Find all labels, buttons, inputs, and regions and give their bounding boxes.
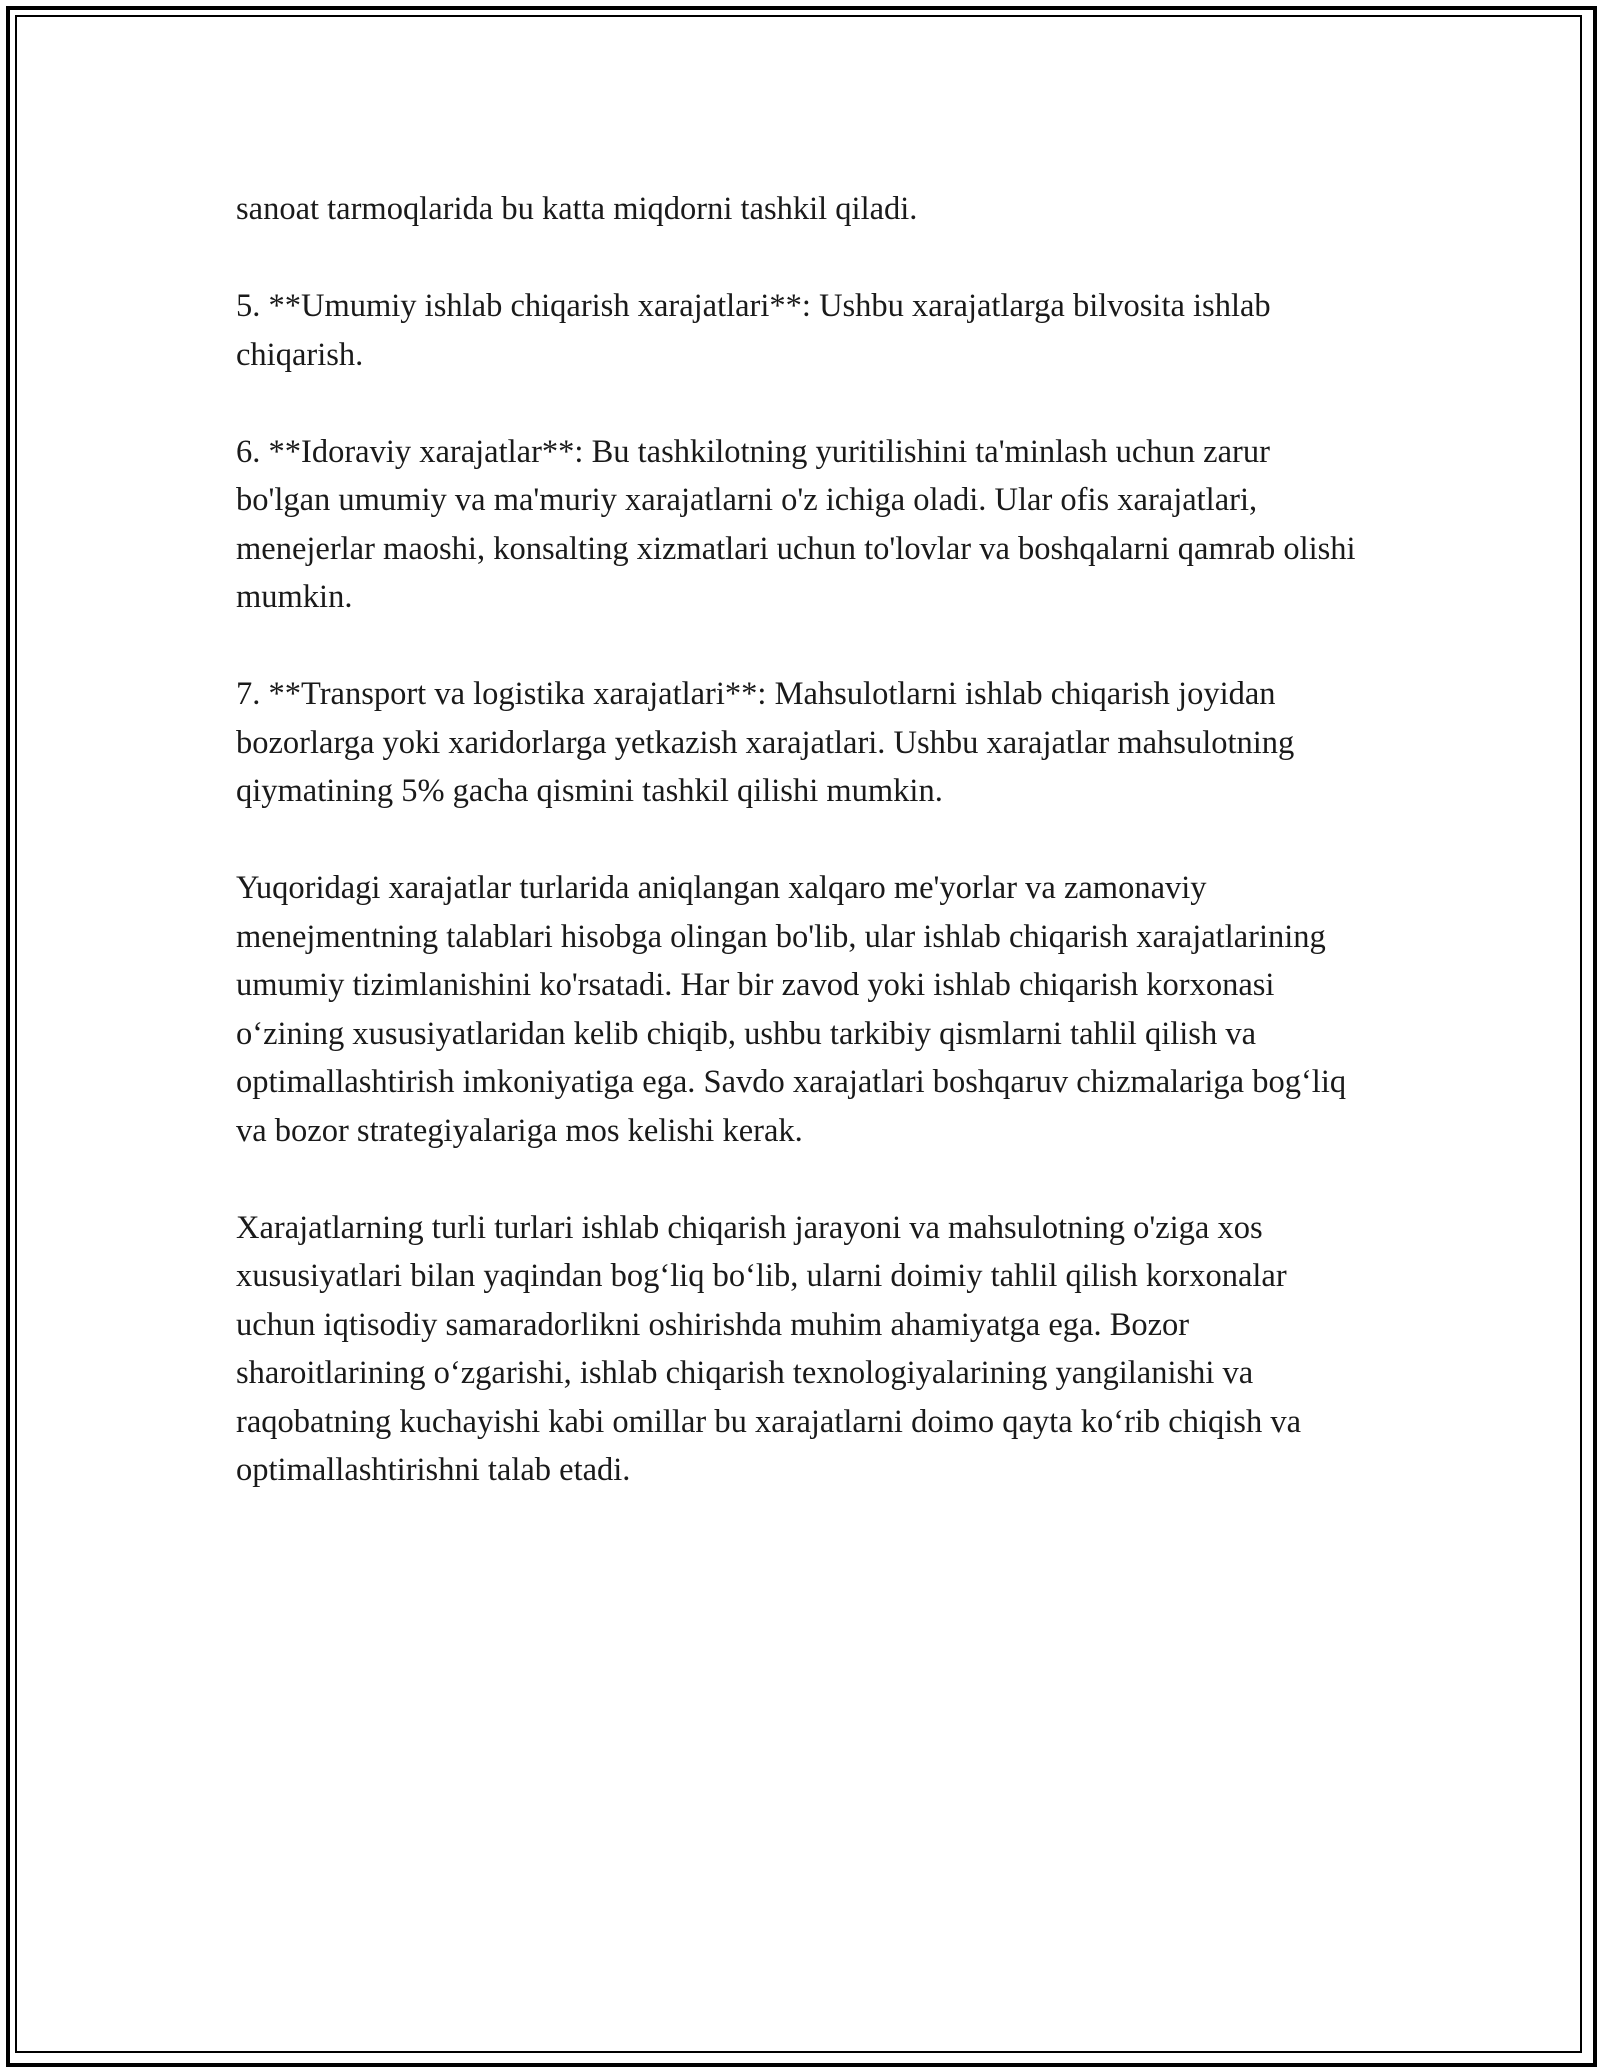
- list-item-5: 5. **Umumiy ishlab chiqarish xarajatlari**: Ushbu xarajatlarga bilvosita ishlab chiqarish.: [236, 288, 1271, 373]
- paragraph-conclusion: Xarajatlarning turli turlari ishlab chiqarish jarayoni va mahsulotning o'ziga xos xususiyatlari bilan yaqindan bog‘liq bo‘lib, ularni doimiy tahlil qilish korxonalar uchun iqtisodiy samaradorlikni oshirishda muhim ahamiyatga ega. Bozor sharoitlarining o‘zgarishi, ishlab chiqarish texnologiyalarining yangilanishi va raqobatning kuchayishi kabi omillar bu xarajatlarni doimo qayta ko‘rib chiqish va optimallashtirishni talab etadi.: [236, 1209, 1301, 1488]
- paragraph-summary: Yuqoridagi xarajatlar turlarida aniqlangan xalqaro me'yorlar va zamonaviy menejmentning talablari hisobga olingan bo'lib, ular ishlab chiqarish xarajatlarining umumiy tizimlanishini ko'rsatadi. Har bir zavod yoki ishlab chiqarish korxonasi o‘zining xususiyatlaridan kelib chiqib, ushbu tarkibiy qismlarni tahlil qilish va optimallashtirish imkoniyatiga ega. Savdo xarajatlari boshqaruv chizmalariga bog‘liq va bozor strategiyalariga mos kelishi kerak.: [236, 870, 1347, 1149]
- paragraph-intro: sanoat tarmoqlarida bu katta miqdorni tashkil qiladi.: [236, 191, 918, 227]
- list-item-6: 6. **Idoraviy xarajatlar**: Bu tashkilotning yuritilishini ta'minlash uchun zarur bo'lgan umumiy va ma'muriy xarajatlarni o'z ichiga oladi. Ular ofis xarajatlari, menejerlar maoshi, konsalting xizmatlari uchun to'lovlar va boshqalarni qamrab olishi mumkin.: [236, 433, 1356, 615]
- list-item-7: 7. **Transport va logistika xarajatlari**: Mahsulotlarni ishlab chiqarish joyidan bozorlarga yoki xaridorlarga yetkazish xarajatlari. Ushbu xarajatlar mahsulotning qiymatining 5% gacha qismini tashkil qilishi mumkin.: [236, 676, 1295, 809]
- document-body: [236, 185, 1366, 1495]
